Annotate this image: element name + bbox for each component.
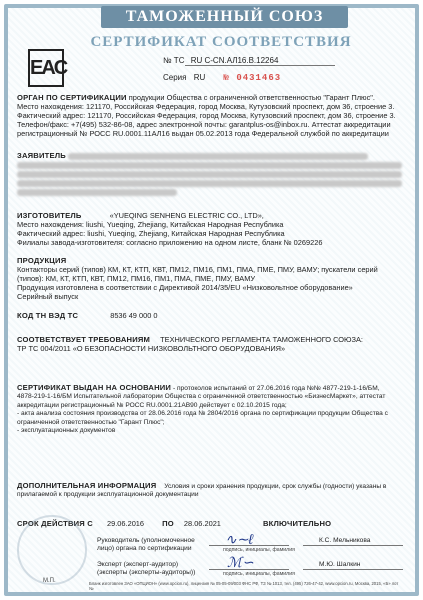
head-caption-line2: лицо) органа по сертификации xyxy=(97,545,192,553)
basis-line4: - акта анализа состояния производства от 28.06.2016 года № 2804/2016 органа по сертификации продукции Общества с xyxy=(17,410,388,418)
manufacturer-line2: Фактический адрес: liushi, Yueqing, Zhejiang, Китайская Народная Республика xyxy=(17,229,285,238)
validity-from-label: СРОК ДЕЙСТВИЯ С xyxy=(17,519,93,528)
basis-section xyxy=(17,384,409,435)
redacted-text xyxy=(17,162,402,169)
redacted-text xyxy=(17,171,402,178)
product-line4: Серийный выпуск xyxy=(17,292,79,301)
head-name: К.С. Мельникова xyxy=(319,537,371,544)
certificate-number-value: RU С-CN.АЛ16.В.12264 xyxy=(190,56,279,65)
manufacturer-line1: Место нахождения: liushi, Yueqing, Zhejiang, Китайская Народная Республика xyxy=(17,220,284,229)
expert-signature-icon: ℳ∽ xyxy=(227,554,254,570)
code-label: КОД ТН ВЭД ТС xyxy=(17,311,79,320)
applicant-section xyxy=(17,151,407,196)
extra-info-label: ДОПОЛНИТЕЛЬНАЯ ИНФОРМАЦИЯ xyxy=(17,481,157,490)
head-signature-icon: ∿∼ℓ xyxy=(225,531,253,547)
basis-line5: ограниченной ответственностью "Гарант Плюс"; xyxy=(17,418,165,426)
code-section xyxy=(17,311,407,320)
customs-union-banner: ТАМОЖЕННЫЙ СОЮЗ xyxy=(101,6,348,28)
cert-body-line5: регистрационный № РОСС RU.0001.11АЛ16 выдан 05.02.2013 года Федеральной службой по аккредитации xyxy=(17,129,389,138)
manufacturer-name: «YUEQING SENHENG ELECTRIC CO., LTD», xyxy=(109,211,264,220)
mp-label: М.П. xyxy=(43,578,56,584)
cert-body-line2: Место нахождения: 121170, Российская Федерация, город Москва, Кутузовский проспект, дом 36, строение 3. xyxy=(17,102,395,111)
validity-inclusive: ВКЛЮЧИТЕЛЬНО xyxy=(262,519,332,528)
series-label: Серия xyxy=(163,73,187,82)
product-section xyxy=(17,256,407,301)
eac-mark-icon: EAC xyxy=(28,49,64,87)
validity-to-label: ПО xyxy=(162,519,174,528)
cert-body-line4: Телефон/факс: +7(495) 532-86-08, адрес электронной почты: garantplus-os@inbox.ru. Аттестат аккредитации xyxy=(17,120,391,129)
redacted-text xyxy=(17,189,177,196)
expert-caption-line1: Эксперт (эксперт-аудитор) xyxy=(97,561,179,568)
basis-line3: аккредитации регистрационный № РОСС RU.0001.21АВ90 действует с 02.10.2015 года; xyxy=(17,401,287,409)
cert-body-label: ОРГАН ПО СЕРТИФИКАЦИИ xyxy=(17,93,127,102)
extra-info-line1: Условия и сроки хранения продукции, срок службы (годности) указаны в xyxy=(164,483,387,490)
basis-line2: 4878-219-1-16/БМ Испытательной лаборатории Общества с ограниченной ответственностью «БизнесМаркет», аттестат xyxy=(17,393,386,401)
certificate-title: СЕРТИФИКАТ СООТВЕТСТВИЯ xyxy=(90,34,352,50)
head-sig-caption: подпись, инициалы, фамилия xyxy=(223,547,295,553)
applicant-label: ЗАЯВИТЕЛЬ xyxy=(17,151,66,160)
manufacturer-line3: Филиалы завода-изготовителя: согласно приложению на одном листе, бланк № 0269226 xyxy=(17,238,323,247)
extra-info-section xyxy=(17,482,409,500)
compliance-section xyxy=(17,335,407,353)
compliance-text2: ТР ТС 004/2011 «О БЕЗОПАСНОСТИ НИЗКОВОЛЬТНОГО ОБОРУДОВАНИЯ» xyxy=(17,344,286,353)
head-caption-line1: Руководитель (уполномоченное xyxy=(97,537,195,544)
expert-sig-caption: подпись, инициалы, фамилия xyxy=(223,571,295,577)
cert-body-line3: Фактический адрес: 121170, Российская Федерация, город Москва, Кутузовский проспект, дом 36, строение 3. xyxy=(17,111,396,120)
blank-number: № 0431463 xyxy=(223,73,282,83)
product-line2: (типов): КМ, КТ, КТП, КВТ, ПМ12, ПМ16, ПМ1, ПМА, ПМЕ, ПМУ, ВАМУ xyxy=(17,274,256,283)
blank-footer: Бланк изготовлен ЗАО «ОПЦИОН» (www.opcion.ru), лицензия № 05-05-09/003 ФНС РФ, ТЗ № 1013, тел. (495) 726-47-42, www.opcion.ru, Москва, 2015, «Б» лот № xyxy=(89,581,399,591)
seal-stamp-icon xyxy=(17,515,87,585)
validity-from: 29.06.2016 xyxy=(107,519,145,528)
redacted-text xyxy=(68,153,368,160)
certificate-number-row xyxy=(163,56,278,65)
code-value: 8536 49 000 0 xyxy=(110,311,158,320)
product-line3: Продукция изготовлена в соответствии с Директивой 2014/35/EU «Низковольтное оборудование» xyxy=(17,283,353,292)
basis-line6: - эксплуатационных документов xyxy=(17,427,116,435)
product-line1: Контакторы серий (типов) КМ, КТ, КТП, КВТ, ПМ12, ПМ16, ПМ1, ПМА, ПМЕ, ПМУ, ВАМУ; пускатели серий xyxy=(17,265,378,274)
product-label: ПРОДУКЦИЯ xyxy=(17,256,67,265)
expert-caption xyxy=(97,561,207,578)
head-caption xyxy=(97,537,207,554)
validity-to: 28.06.2021 xyxy=(183,519,221,528)
redacted-text xyxy=(17,180,402,187)
series-value: RU xyxy=(193,73,206,82)
certificate-number-label: № ТС xyxy=(163,56,185,65)
manufacturer-section xyxy=(17,211,407,247)
manufacturer-label: ИЗГОТОВИТЕЛЬ xyxy=(17,211,82,220)
compliance-text1: ТЕХНИЧЕСКОГО РЕГЛАМЕНТА ТАМОЖЕННОГО СОЮЗА: xyxy=(160,335,363,344)
cert-body-section xyxy=(17,93,407,138)
series-row xyxy=(163,73,281,83)
compliance-label: СООТВЕТСТВУЕТ ТРЕБОВАНИЯМ xyxy=(17,335,151,344)
expert-name: М.Ю. Шалкин xyxy=(319,561,361,568)
extra-info-line2: прилагаемой к продукции эксплуатационной документации xyxy=(17,491,199,499)
number-underline xyxy=(185,65,335,66)
certificate-body xyxy=(13,8,410,591)
basis-label: СЕРТИФИКАТ ВЫДАН НА ОСНОВАНИИ xyxy=(17,383,172,392)
expert-caption-line2: (эксперты (эксперты-аудиторы)) xyxy=(97,569,196,577)
basis-line1: - протоколов испытаний от 27.06.2016 года №№ 4877-219-1-16/БМ, xyxy=(172,385,380,392)
cert-body-line1: продукции Общества с ограниченной ответственностью "Гарант Плюс". xyxy=(128,93,375,102)
